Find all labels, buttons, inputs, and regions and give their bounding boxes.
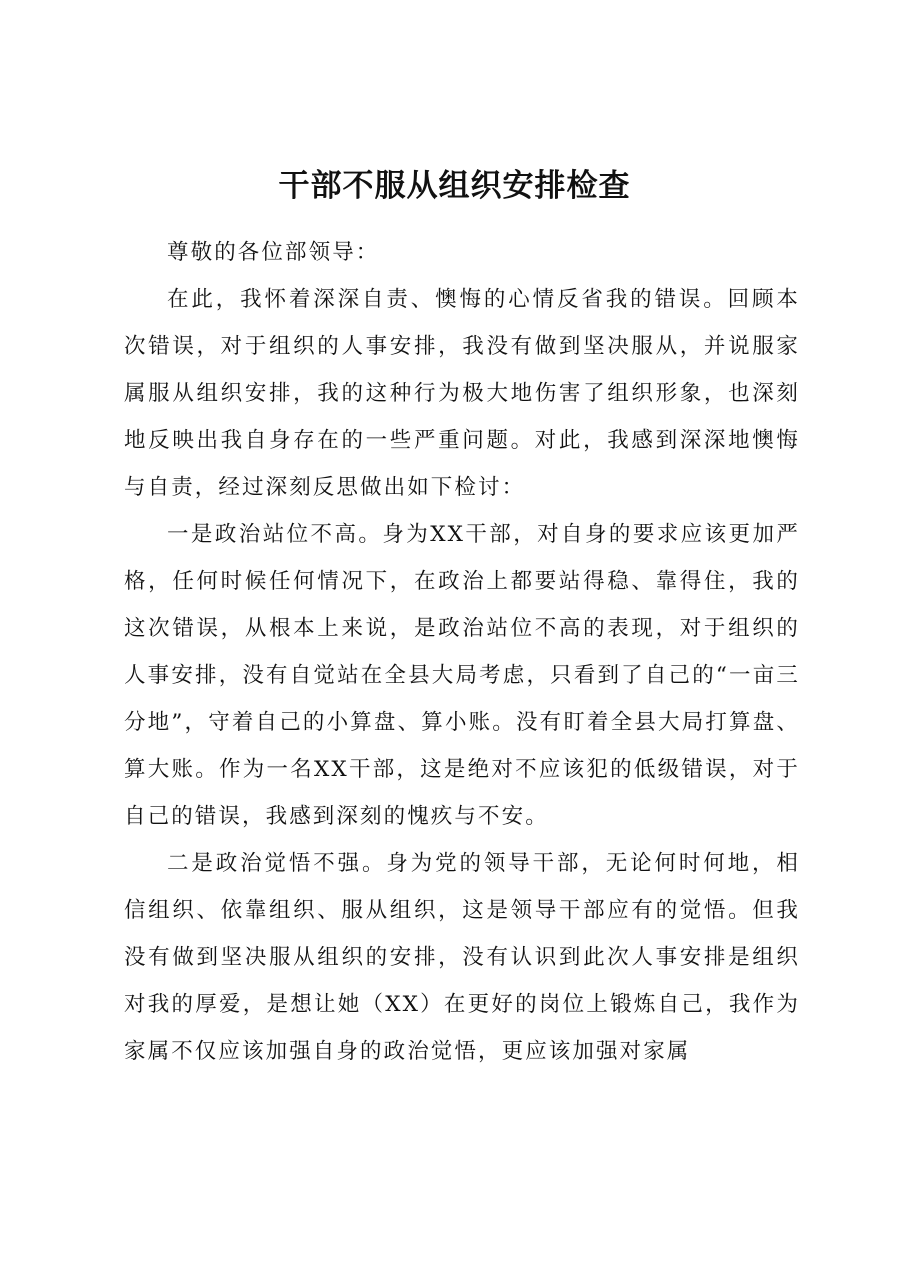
salutation: 尊敬的各位部领导： — [167, 240, 380, 265]
paragraph-intro: 在此，我怀着深深自责、懊悔的心情反省我的错误。回顾本次错误，对于组织的人事安排，我没有做到坚决服从，并说服家属服从组织安排，我的这种行为极大地伤害了组织形象，也深刻地反映出我自身存在的一些严重问题。对此，我感到深深地懊悔与自责，经过深刻反思做出如下检讨： — [124, 287, 800, 500]
document-body — [124, 229, 800, 1075]
document-title: 干部不服从组织安排检查 — [278, 168, 631, 204]
paragraph-point-one: 一是政治站位不高。身为XX干部，对自身的要求应该更加严格，任何时候任何情况下，在政治上都要站得稳、靠得住，我的这次错误，从根本上来说，是政治站位不高的表现，对于组织的人事安排，没有自觉站在全县大局考虑，只看到了自己的“一亩三分地”，守着自己的小算盘、算小账。没有盯着全县大局打算盘、算大账。作为一名XX干部，这是绝对不应该犯的低级错误，对于自己的错误，我感到深刻的愧疚与不安。 — [124, 522, 800, 829]
paragraph-point-two: 二是政治觉悟不强。身为党的领导干部，无论何时何地，相信组织、依靠组织、服从组织，这是领导干部应有的觉悟。但我没有做到坚决服从组织的安排，没有认识到此次人事安排是组织对我的厚爱，是想让她（XX）在更好的岗位上锻炼自己，我作为家属不仅应该加强自身的政治觉悟，更应该加强对家属 — [124, 851, 800, 1064]
